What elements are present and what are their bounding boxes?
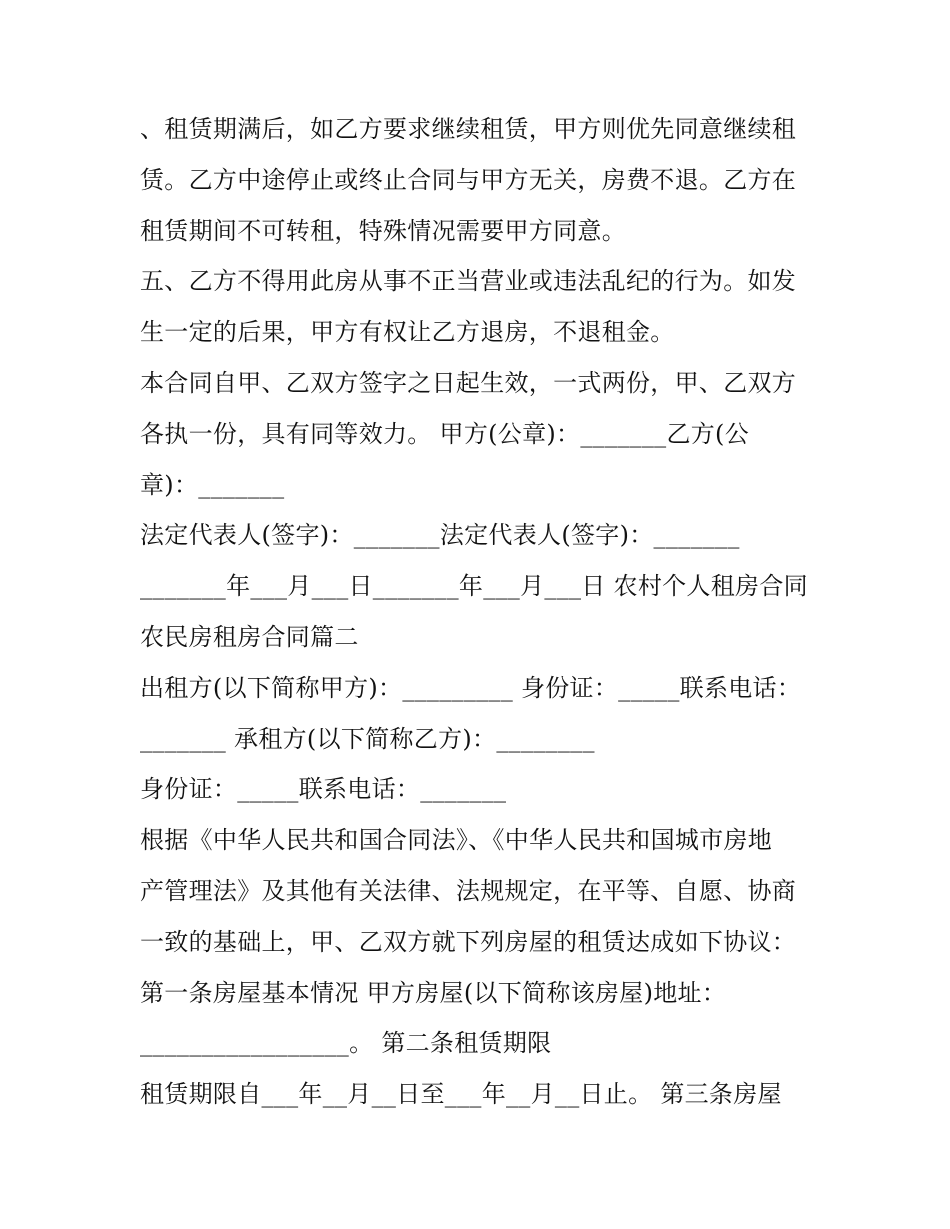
text-line: 产管理法》及其他有关法律、法规规定，在平等、自愿、协商	[140, 876, 797, 905]
text-line: 各执一份，具有同等效力。 甲方(公章)：_______乙方(公	[140, 419, 750, 448]
text-line: _________________。 第二条租赁期限	[140, 1029, 552, 1058]
text-line: _______年___月___日_______年___月___日 农村个人租房合同	[140, 572, 808, 601]
text-line: 租赁期间不可转租，特殊情况需要甲方同意。	[140, 216, 626, 245]
text-line: 、租赁期满后，如乙方要求继续租赁，甲方则优先同意继续租	[140, 115, 797, 143]
text-line: 五、乙方不得用此房从事不正当营业或违法乱纪的行为。如发	[140, 267, 797, 296]
text-line: 本合同自甲、乙双方签字之日起生效，一式两份，甲、乙双方	[140, 368, 797, 397]
text-line: _______ 承租方(以下简称乙方)：________	[140, 724, 595, 753]
text-line: 身份证：_____联系电话：_______	[140, 775, 507, 804]
text-line: 生一定的后果，甲方有权让乙方退房，不退租金。	[140, 318, 675, 347]
text-line: 赁。乙方中途停止或终止合同与甲方无关，房费不退。乙方在	[140, 165, 797, 194]
text-line: 根据《中华人民共和国合同法》、《中华人民共和国城市房地	[140, 826, 773, 855]
text-line: 一致的基础上，甲、乙双方就下列房屋的租赁达成如下协议：	[140, 927, 797, 956]
contract-body	[140, 104, 820, 1120]
text-line: 章)：_______	[140, 470, 285, 499]
text-line: 租赁期限自___年__月__日至___年__月__日止。 第三条房屋	[140, 1080, 782, 1109]
text-line: 出租方(以下简称甲方)：_________ 身份证：_____联系电话：	[140, 673, 802, 702]
text-line: 第一条房屋基本情况 甲方房屋(以下简称该房屋)地址：	[140, 978, 727, 1007]
text-line: 法定代表人(签字)：_______法定代表人(签字)：_______	[140, 521, 740, 550]
section-heading: 农民房租房合同篇二	[140, 622, 359, 651]
